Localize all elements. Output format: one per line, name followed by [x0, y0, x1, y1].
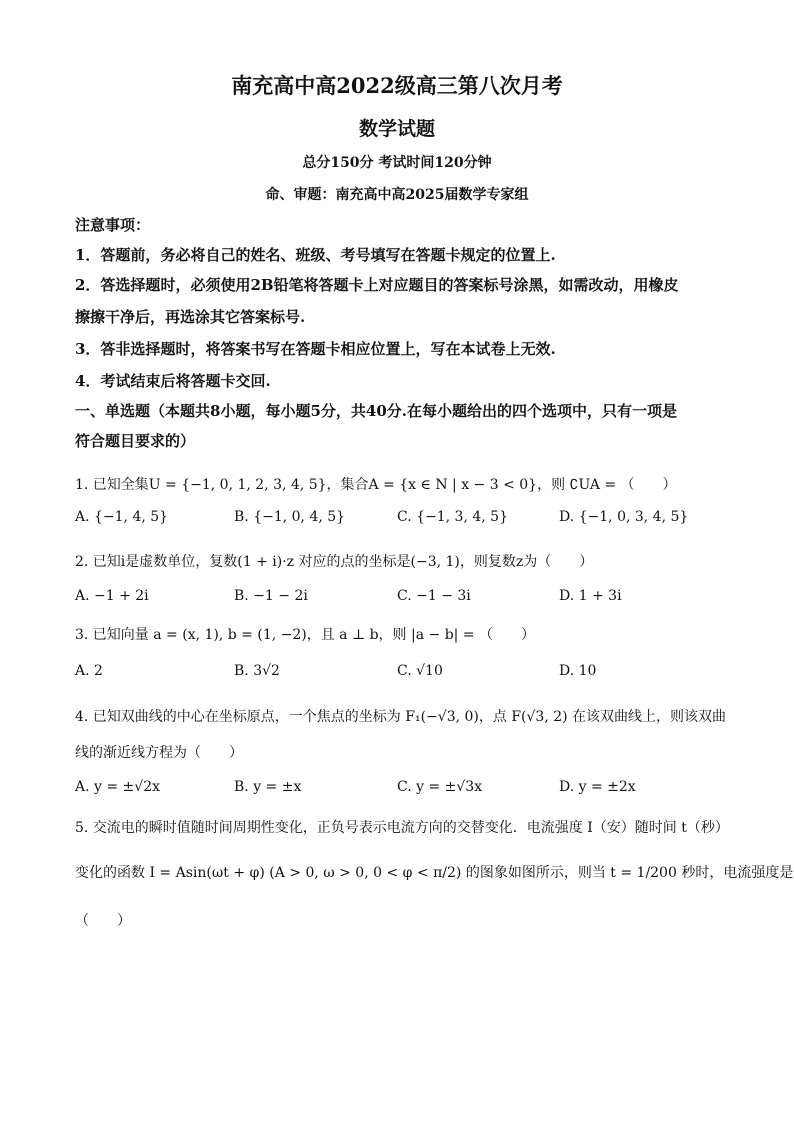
q4-option-c: C. y = ±√3x — [397, 779, 483, 795]
section-heading-cont: 符合题目要求的） — [75, 432, 196, 450]
question-3: 3. 已知向量 a = (x, 1), b = (1, −2)，且 a ⊥ b，则 |a − b| = （ ） — [75, 627, 536, 643]
note-item: 擦擦干净后，再选涂其它答案标号. — [75, 308, 306, 326]
q1-option-b: B. {−1, 0, 4, 5} — [234, 509, 346, 525]
exam-subtitle: 数学试题 — [358, 118, 435, 140]
q3-option-c: C. √10 — [397, 663, 443, 679]
question-5-line2: 变化的函数 I = Asin(ωt + φ) (A > 0, ω > 0, 0 < φ < π/2) 的图象如图所示，则当 t = 1/200 秒时，电流强度是 — [75, 865, 794, 881]
question-4-line2: 线的渐近线方程为（ ） — [75, 745, 243, 761]
exam-info: 总分150分 考试时间120分钟 — [302, 155, 492, 171]
question-1: 1. 已知全集U = {−1, 0, 1, 2, 3, 4, 5}，集合A = {x ∈ N | x − 3 < 0}，则 ∁UA = （ ） — [75, 477, 677, 493]
q3-option-a: A. 2 — [75, 663, 103, 679]
q2-option-c: C. −1 − 3i — [397, 588, 471, 604]
q4-option-b: B. y = ±x — [234, 779, 302, 795]
q4-option-d: D. y = ±2x — [559, 779, 636, 795]
section-heading: 一、单选题（本题共8小题，每小题5分，共40分.在每小题给出的四个选项中，只有一项是 — [75, 402, 677, 420]
q4-option-a: A. y = ±√2x — [75, 779, 161, 795]
q1-option-a: A. {−1, 4, 5} — [75, 509, 169, 525]
q3-option-d: D. 10 — [559, 663, 597, 679]
exam-authors: 命、审题：南充高中高2025届数学专家组 — [265, 187, 529, 203]
question-5-line1: 5. 交流电的瞬时值随时间周期性变化，正负号表示电流方向的交替变化．电流强度 I（安）随时间 t（秒） — [75, 820, 729, 836]
note-item: 2．答选择题时，必须使用2B铅笔将答题卡上对应题目的答案标号涂黑，如需改动，用橡皮 — [75, 276, 679, 294]
note-item: 4．考试结束后将答题卡交回. — [75, 372, 271, 390]
q2-option-a: A. −1 + 2i — [75, 588, 149, 604]
q1-option-d: D. {−1, 0, 3, 4, 5} — [559, 509, 689, 525]
question-4-line1: 4. 已知双曲线的中心在坐标原点，一个焦点的坐标为 F₁(−√3, 0)，点 F(√3, 2) 在该双曲线上，则该双曲 — [75, 709, 727, 725]
question-2: 2. 已知i是虚数单位，复数(1 + i)·z 对应的点的坐标是(−3, 1)，则复数z为（ ） — [75, 554, 594, 570]
q3-option-b: B. 3√2 — [234, 663, 280, 679]
exam-title: 南充高中高2022级高三第八次月考 — [231, 73, 563, 98]
notes-heading: 注意事项： — [75, 216, 151, 234]
question-5-line3: （ ） — [75, 913, 131, 929]
note-item: 1．答题前，务必将自己的姓名、班级、考号填写在答题卡规定的位置上. — [75, 246, 556, 264]
note-item: 3．答非选择题时，将答案书写在答题卡相应位置上，写在本试卷上无效. — [75, 340, 556, 358]
q2-option-d: D. 1 + 3i — [559, 588, 622, 604]
q2-option-b: B. −1 − 2i — [234, 588, 308, 604]
q1-option-c: C. {−1, 3, 4, 5} — [397, 509, 508, 525]
